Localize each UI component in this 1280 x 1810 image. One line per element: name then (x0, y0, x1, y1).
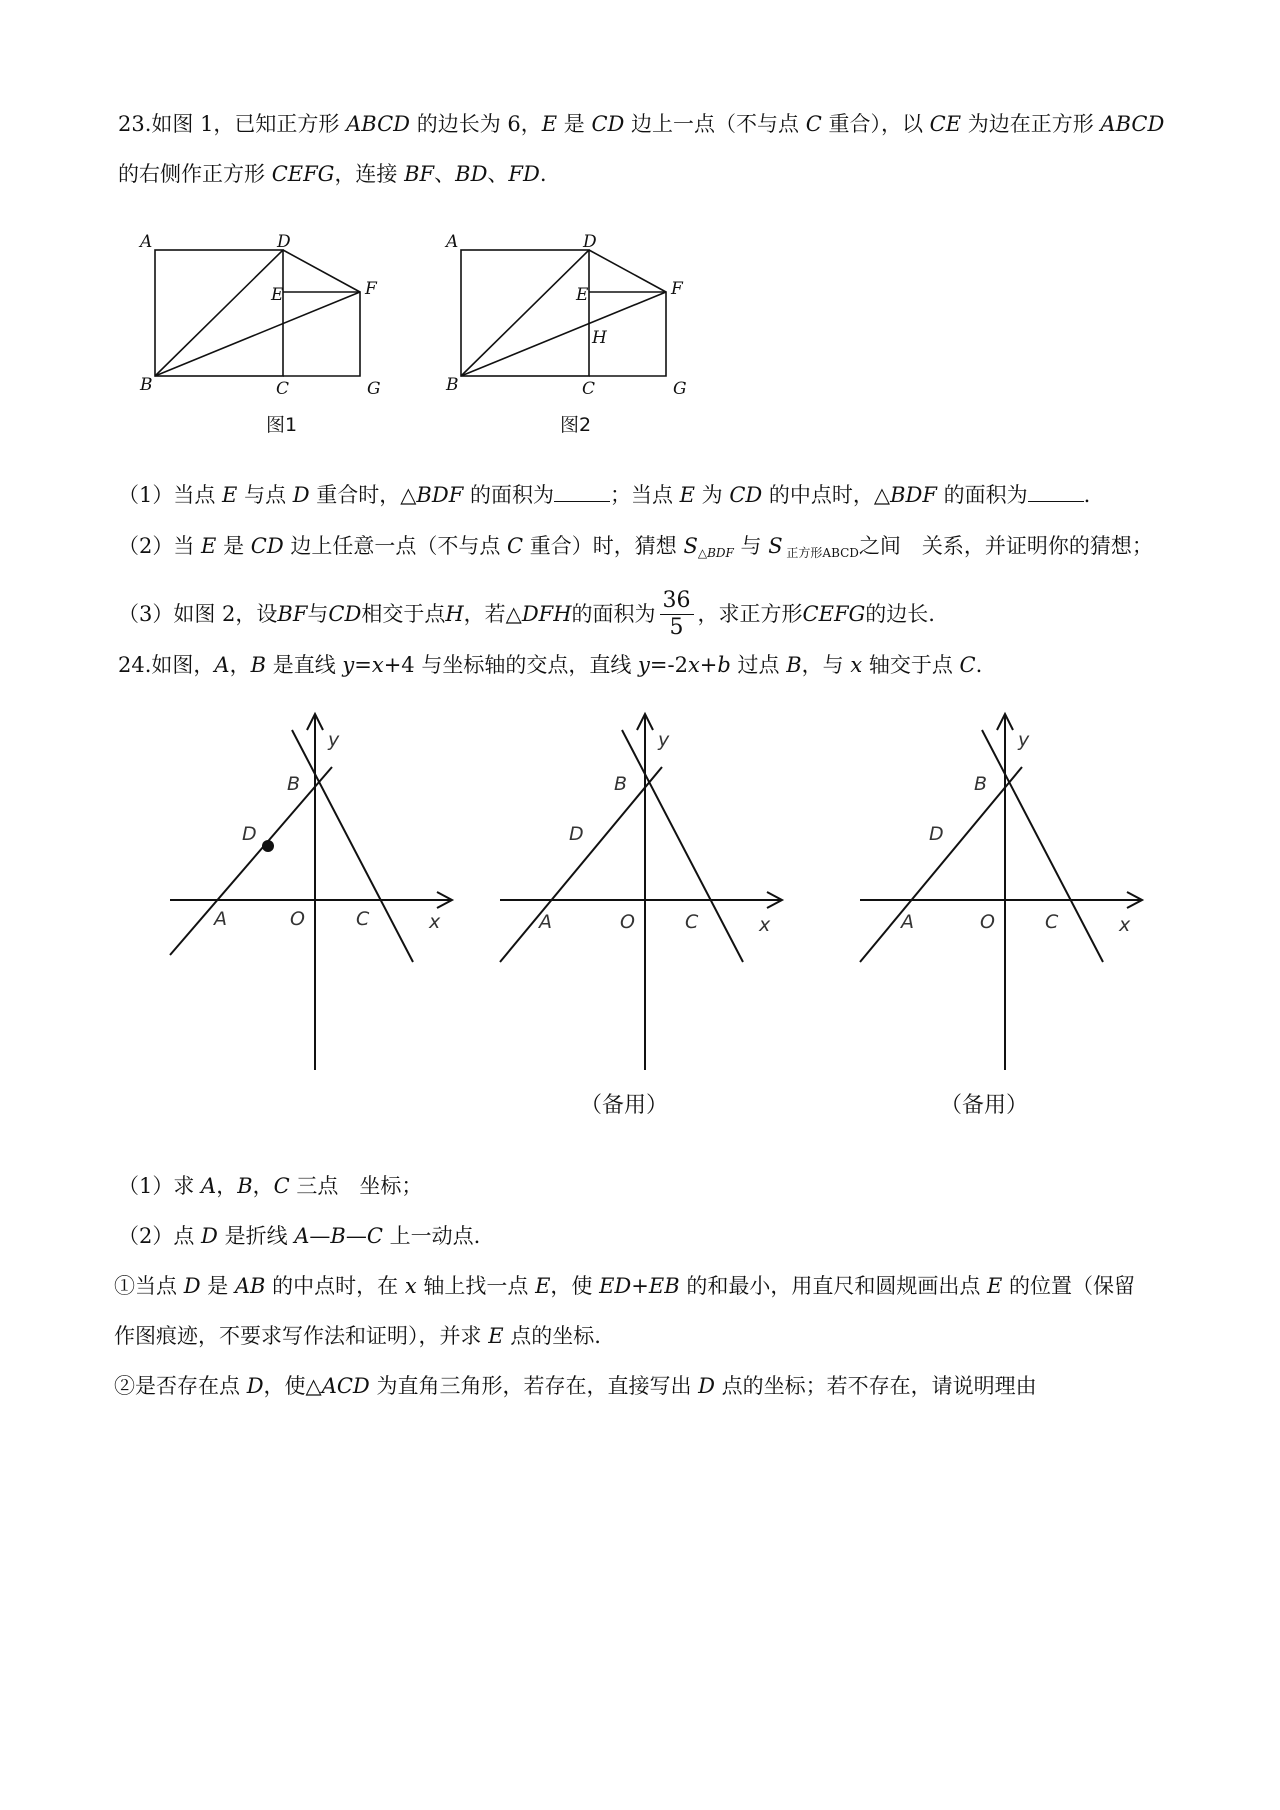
q23-part3: （3）如图 2，设 BF 与 CD 相交于点 H ，若△ DFH 的面积为 $\frac{36}{5}$ ，求正方形 CEFG 的边长. (118, 587, 935, 640)
q24-part2: （2）点 D 是折线 A—B—C 上一动点. (118, 1224, 481, 1248)
q24-part3b: 作图痕迹，不要求写作法和证明），并求 E 点的坐标. (114, 1324, 601, 1348)
q24-part4: ②是否存在点 D，使△ACD 为直角三角形，若存在，直接写出 D 点的坐标；若不存在，请说明理由 (114, 1374, 1037, 1398)
q24-part3a: ①当点 D 是 AB 的中点时，在 x 轴上找一点 E，使 ED+EB 的和最小，用直尺和圆规画出点 E 的位置（保留 (114, 1274, 1136, 1298)
graph2-label-O: O (620, 911, 635, 933)
graph3-label-D: D (929, 823, 944, 845)
fig1-label-A: A (140, 232, 153, 252)
q24-graph-spare-1 (495, 710, 795, 1080)
fig2-caption: 图2 (560, 414, 592, 436)
graph1-label-C: C (356, 908, 370, 930)
fig2-label-D: D (583, 232, 597, 252)
graph2-label-C: C (685, 911, 699, 933)
graph3-label-A: A (901, 911, 914, 933)
graph3-label-y: y (1018, 729, 1030, 751)
graph3-label-B: B (974, 773, 988, 795)
answer-blank-1[interactable] (554, 481, 610, 502)
fig2-label-B: B (446, 375, 459, 395)
graph1-label-y: y (328, 729, 340, 751)
graph1-label-x: x (429, 911, 441, 933)
graph1-label-A: A (214, 908, 227, 930)
fig2-label-G: G (673, 379, 687, 398)
fig1-label-D: D (277, 232, 291, 252)
fig2-label-F: F (671, 279, 683, 299)
q23-figure-2 (436, 228, 706, 398)
graph2-label-B: B (614, 773, 628, 795)
graph1-label-O: O (290, 908, 305, 930)
point-D-marker (262, 840, 274, 852)
fig1-caption: 图1 (266, 414, 298, 436)
q24-line1: 24.如图，A，B 是直线 y=x+4 与坐标轴的交点，直线 y=-2x+b 过点 B，与 x 轴交于点 C. (118, 653, 983, 677)
fig2-label-A: A (446, 232, 459, 252)
q23-figure-1 (130, 228, 400, 398)
fig1-label-F: F (365, 279, 377, 299)
graph2-label-y: y (658, 729, 670, 751)
q24-part1: （1）求 A，B，C 三点 坐标； (118, 1174, 423, 1198)
fig1-label-C: C (276, 379, 290, 398)
fig1-label-G: G (367, 379, 381, 398)
fraction-36-5: $\frac{36}{5}$ (660, 588, 694, 641)
q23-part2: （2）当 E 是 CD 边上任意一点（不与点 C 重合）时，猜想 $S_{\triangle BDF}$ 与 S $_{正方形ABCD}$之间 关系，并证明你的猜想； (118, 534, 1153, 560)
q23-line2: 的右侧作正方形 CEFG，连接 BF、BD、FD. (118, 162, 547, 186)
q23-line1: 23.如图 1，已知正方形 ABCD 的边长为 6，E 是 CD 边上一点（不与点 C 重合），以 CE 为边在正方形 ABCD (118, 112, 1165, 136)
spare-caption-2: （备用） (940, 1093, 1029, 1118)
graph1-label-D: D (242, 823, 257, 845)
fig1-label-E: E (271, 285, 284, 305)
fig2-label-C: C (582, 379, 596, 398)
graph3-label-O: O (980, 911, 995, 933)
spare-caption-1: （备用） (580, 1093, 669, 1118)
graph1-label-B: B (287, 773, 301, 795)
q24-graph-main (165, 710, 465, 1080)
fig2-label-H: H (592, 328, 607, 348)
graph2-label-A: A (539, 911, 552, 933)
q23-part1: （1）当点 E 与点 D 重合时，△BDF 的面积为 ；当点 E 为 CD 的中点时，△BDF 的面积为 . (118, 483, 1091, 507)
graph2-label-x: x (759, 914, 771, 936)
q24-graph-spare-2 (855, 710, 1155, 1080)
graph3-label-C: C (1045, 911, 1059, 933)
graph2-label-D: D (569, 823, 584, 845)
graph3-label-x: x (1119, 914, 1131, 936)
answer-blank-2[interactable] (1028, 481, 1084, 502)
fig1-label-B: B (140, 375, 153, 395)
fig2-label-E: E (576, 285, 589, 305)
